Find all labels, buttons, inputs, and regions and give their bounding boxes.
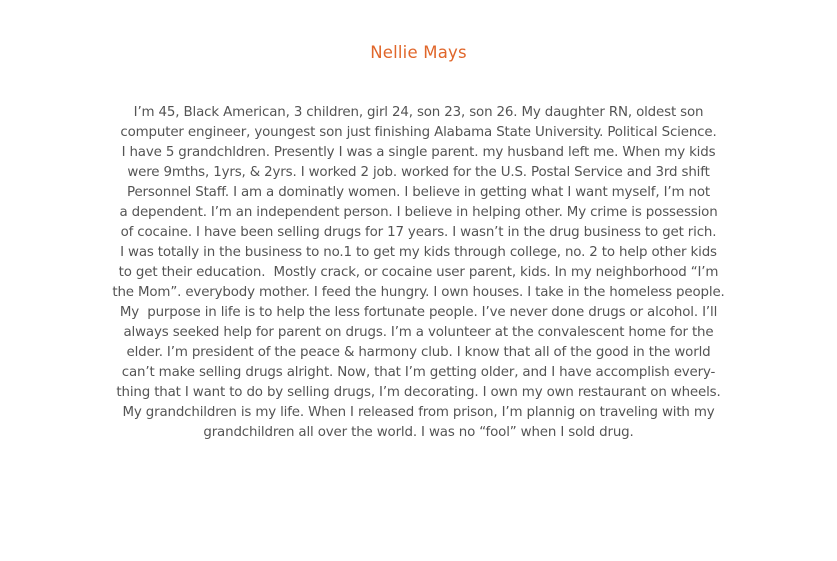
text-line: were 9mths, 1yrs, & 2yrs. I worked 2 job. worked for the U.S. Postal Service and 3rd shift (127, 165, 710, 180)
text-line: Personnel Staff. I am a dominatly women. I believe in getting what I want myself, I’m not (127, 185, 710, 200)
text-line: to get their education. Mostly crack, or cocaine user parent, kids. In my neighborhood “I’m (118, 265, 719, 280)
text-line: I have 5 grandchldren. Presently I was a single parent. my husband left me. When my kids (121, 145, 716, 160)
text-line: grandchildren all over the world. I was no “fool” when I sold drug. (203, 425, 634, 440)
text-line: a dependent. I’m an independent person. I believe in helping other. My crime is possession (119, 205, 718, 220)
biography-paragraph (0, 103, 837, 443)
text-line: always seeked help for parent on drugs. I’m a volunteer at the convalescent home for the (123, 325, 714, 340)
page-title: Nellie Mays (370, 43, 467, 62)
text-line: thing that I want to do by selling drugs, I’m decorating. I own my own restaurant on wheels. (116, 385, 721, 400)
text-line: computer engineer, youngest son just finishing Alabama State University. Political Science. (120, 125, 717, 140)
text-line: can’t make selling drugs alright. Now, that I’m getting older, and I have accomplish every- (121, 365, 716, 380)
text-line: the Mom”. everybody mother. I feed the hungry. I own houses. I take in the homeless people. (112, 285, 725, 300)
text-line: I’m 45, Black American, 3 children, girl 24, son 23, son 26. My daughter RN, oldest son (133, 105, 704, 120)
text-line: of cocaine. I have been selling drugs for 17 years. I wasn’t in the drug business to get rich. (120, 225, 717, 240)
text-line: My grandchildren is my life. When I released from prison, I’m plannig on traveling with my (122, 405, 715, 420)
text-line: My purpose in life is to help the less fortunate people. I’ve never done drugs or alcohol. I’ll (119, 305, 718, 320)
text-line: I was totally in the business to no.1 to get my kids through college, no. 2 to help other kids (120, 245, 717, 260)
text-line: elder. I’m president of the peace & harmony club. I know that all of the good in the world (126, 345, 711, 360)
